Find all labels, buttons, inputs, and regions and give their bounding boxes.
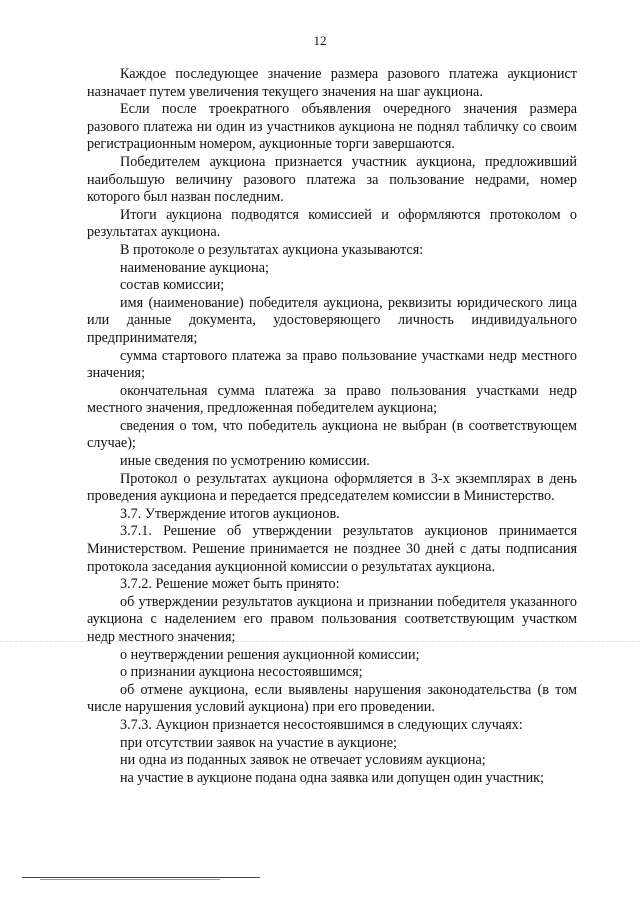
list-item-cancel: об отмене аукциона, если выявлены нарушения законодательства (в том числе нарушения условий аукциона) при его проведении. [87,681,577,716]
scan-artifact-bottom-line-faint [40,879,220,880]
list-item-other-info: иные сведения по усмотрению комиссии. [120,453,370,470]
list-item-winner-name: имя (наименование) победителя аукциона, реквизиты юридического лица или данные документа, удостоверяющего личность индивидуального предпринимателя; [87,294,577,346]
paragraph-3-7-3: 3.7.3. Аукцион признается несостоявшимся в следующих случаях: [120,716,523,733]
section-heading-3-7: 3.7. Утверждение итогов аукционов. [120,505,340,522]
scan-artifact-bottom-line [22,877,260,878]
paragraph-3-7-1: 3.7.1. Решение об утверждении результатов аукционов принимается Министерством. Решение принимается не позднее 30 дней с даты подписания протокола заседания аукционной комиссии о результатах аукциона. [87,523,577,575]
list-item-auction-name: наименование аукциона; [120,259,269,276]
paragraph-protocol-copies: Протокол о результатах аукциона оформляется в 3-х экземплярах в день проведения аукциона и передается председателем комиссии в Министерство. [87,470,577,505]
list-item-failed: о признании аукциона несостоявшимся; [120,664,363,681]
list-item-no-bids: при отсутствии заявок на участие в аукционе; [120,734,397,751]
scan-artifact-line [0,641,640,642]
list-item-single-bid: на участие в аукционе подана одна заявка или допущен один участник; [120,769,544,786]
list-item-commission: состав комиссии; [120,277,225,294]
paragraph-results: Итоги аукциона подводятся комиссией и оформляются протоколом о результатах аукциона. [87,206,577,241]
list-item-final-payment: окончательная сумма платежа за право пользования участками недр местного значения, предложенная победителем аукциона; [87,382,577,417]
paragraph-bid-step: Каждое последующее значение размера разового платежа аукционист назначает путем увеличения текущего значения на шаг аукциона. [87,66,577,100]
list-item-start-payment: сумма стартового платежа за право пользование участками недр местного значения; [87,347,577,382]
paragraph-auction-end: Если после троекратного объявления очередного значения размера разового платежа ни один из участников аукциона не поднял табличку со своим регистрационным номером, аукционные торги завершаются. [87,101,577,153]
document-body [87,66,577,787]
page-number: 12 [313,33,327,48]
paragraph-3-7-2: 3.7.2. Решение может быть принято: [120,576,340,593]
paragraph-protocol-intro: В протоколе о результатах аукциона указываются: [120,241,424,258]
paragraph-winner: Победителем аукциона признается участник аукциона, предложивший наибольшую величину разового платежа за пользование недрами, номер которого был назван последним. [87,153,577,206]
list-item-bids-invalid: ни одна из поданных заявок не отвечает условиям аукциона; [120,752,486,769]
list-item-no-winner: сведения о том, что победитель аукциона не выбран (в соответствующем случае); [87,417,577,452]
list-item-not-approve: о неутверждении решения аукционной комиссии; [120,646,420,663]
list-item-approve-results: об утверждении результатов аукциона и признании победителя указанного аукциона с наделением его правом пользования соответствующим участком недр местного значения; [87,593,577,645]
